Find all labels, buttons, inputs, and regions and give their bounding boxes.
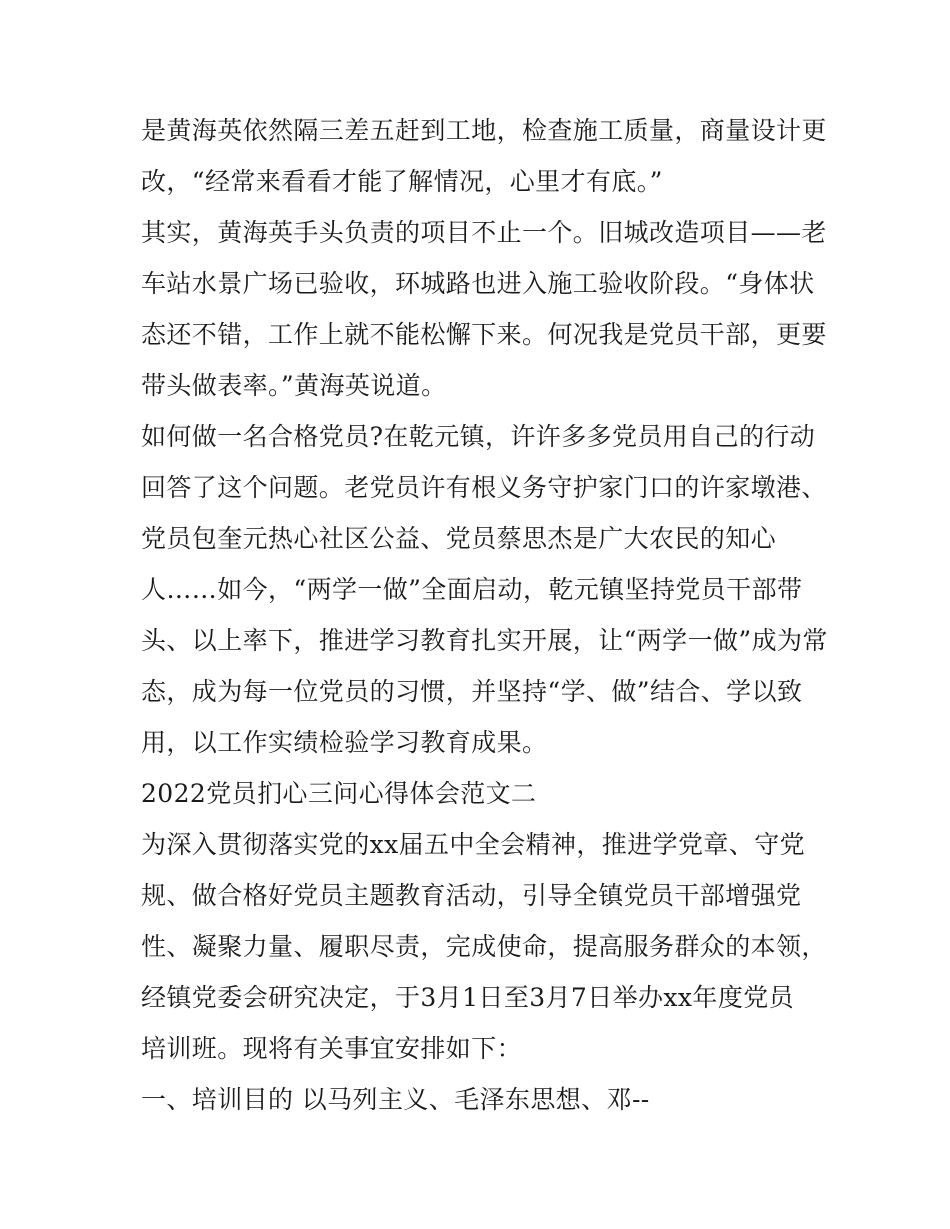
text-line: 车站水景广场已验收，环城路也进入施工验收阶段。“身体状 [141, 269, 815, 298]
text-line: 如何做一名合格党员?在乾元镇，许许多多党员用自己的行动 [141, 422, 816, 451]
text-line: 一、培训目的 以马列主义、毛泽东思想、邓-- [141, 1085, 650, 1114]
text-line: 其实，黄海英手头负责的项目不止一个。旧城改造项目——老 [141, 218, 827, 247]
text-line: 性、凝聚力量、履职尽责，完成使命，提高服务群众的本领， [141, 932, 827, 961]
section-heading: 2022党员扪心三问心得体会范文二 [141, 779, 537, 808]
text-line: 回答了这个问题。老党员许有根义务守护家门口的许家墩港、 [141, 473, 827, 502]
text-line: 人……如今，“两学一做”全面启动，乾元镇坚持党员干部带 [141, 575, 803, 604]
text-line: 头、以上率下，推进学习教育扎实开展，让“两学一做”成为常 [141, 626, 828, 655]
text-line: 规、做合格好党员主题教育活动，引导全镇党员干部增强党 [141, 881, 802, 910]
document-body [141, 105, 828, 1125]
text-line: 改，“经常来看看才能了解情况，心里才有底。” [141, 167, 663, 196]
text-line: 带头做表率。”黄海英说道。 [141, 371, 447, 400]
text-line: 是黄海英依然隔三差五赶到工地，检查施工质量，商量设计更 [141, 116, 827, 145]
text-line: 培训班。现将有关事宜安排如下： [141, 1034, 523, 1063]
text-line: 态还不错，工作上就不能松懈下来。何况我是党员干部，更要 [141, 320, 827, 349]
text-line: 态，成为每一位党员的习惯，并坚持“学、做”结合、学以致 [141, 677, 803, 706]
text-line: 为深入贯彻落实党的xx届五中全会精神，推进学党章、守党 [141, 830, 806, 859]
text-line: 党员包奎元热心社区公益、党员蔡思杰是广大农民的知心 [141, 524, 777, 553]
text-line: 用，以工作实绩检验学习教育成果。 [141, 728, 548, 757]
text-line: 经镇党委会研究决定，于3月1日至3月7日举办xx年度党员 [141, 983, 795, 1012]
